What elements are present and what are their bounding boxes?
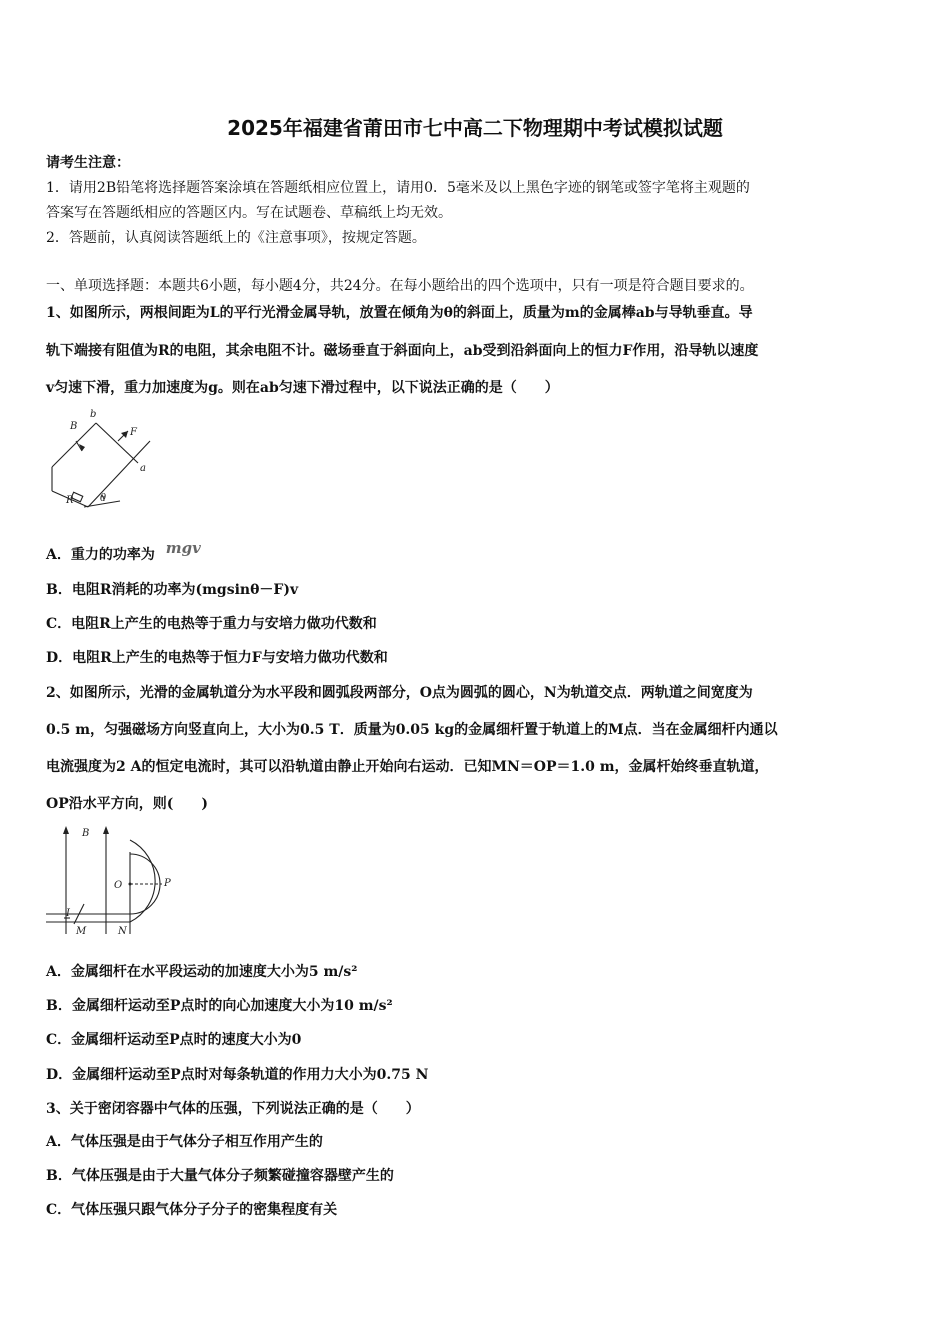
arc-track-diagram	[44, 822, 194, 942]
q3-option-a: A．气体压强是由于气体分子相互作用产生的	[46, 1134, 323, 1150]
q1-stem-line-2: 轨下端接有阻值为R的电阻，其余电阻不计。磁场垂直于斜面向上，ab受到沿斜面向上的恒力F作用，沿导轨以速度	[46, 343, 759, 359]
q1-option-c: C．电阻R上产生的电热等于重力与安培力做功代数和	[46, 616, 377, 632]
q2-option-c: C．金属细杆运动至P点时的速度大小为0	[46, 1032, 302, 1048]
q1-stem-line-3: v匀速下滑，重力加速度为g。则在ab匀速下滑过程中，以下说法正确的是（ ）	[46, 380, 559, 396]
q2-stem-line-1: 2、如图所示，光滑的金属轨道分为水平段和圆弧段两部分，O点为圆弧的圆心，N为轨道交点．两轨道之间宽度为	[46, 685, 753, 701]
inclined-rails-diagram	[46, 405, 166, 513]
q1-figure	[46, 405, 166, 513]
label-b: b	[90, 409, 97, 420]
q2-stem-line-4: OP沿水平方向，则( )	[46, 796, 208, 812]
label-theta: θ	[100, 493, 107, 504]
page-title: 2025年福建省莆田市七中高二下物理期中考试模拟试题	[227, 116, 723, 140]
q1-option-a-text: A．重力的功率为	[46, 547, 155, 563]
label-F: F	[130, 427, 137, 438]
q2-option-b: B．金属细杆运动至P点时的向心加速度大小为10 m/s²	[46, 998, 393, 1014]
lower-rail	[88, 441, 150, 507]
label-B: B	[70, 421, 78, 432]
notice-item-2: 2．答题前，认真阅读答题纸上的《注意事项》，按规定答题。	[46, 230, 426, 246]
notice-heading: 请考生注意：	[46, 155, 130, 171]
q1-option-d: D．电阻R上产生的电热等于恒力F与安培力做功代数和	[46, 650, 388, 666]
notice-item-1-line-2: 答案写在答题纸相应的答题区内。写在试题卷、草稿纸上均无效。	[46, 205, 452, 221]
label-a: a	[140, 463, 146, 474]
q2-stem-line-2: 0.5 m，匀强磁场方向竖直向上，大小为0.5 T．质量为0.05 kg的金属细杆置于轨道上的M点．当在金属细杆内通以	[46, 722, 778, 738]
label-M: M	[76, 926, 87, 937]
q2-stem-line-3: 电流强度为2 A的恒定电流时，其可以沿轨道由静止开始向右运动．已知MN＝OP＝1.0 m，金属杆始终垂直轨道，	[46, 759, 769, 775]
arc-track-outer	[130, 840, 155, 922]
label-O: O	[114, 880, 123, 891]
label-P: P	[164, 878, 171, 889]
q1-option-b: B．电阻R消耗的功率为(mgsinθ－F)v	[46, 582, 299, 598]
notice-item-1-line-1: 1．请用2B铅笔将选择题答案涂填在答题纸相应位置上，请用0．5毫米及以上黑色字迹的钢笔或签字笔将主观题的	[46, 180, 750, 196]
label-R: R	[66, 495, 74, 506]
q3-option-c: C．气体压强只跟气体分子分子的密集程度有关	[46, 1202, 338, 1218]
q1-stem-line-1: 1、如图所示，两根间距为L的平行光滑金属导轨，放置在倾角为θ的斜面上，质量为m的金属棒ab与导轨垂直。导	[46, 305, 753, 321]
label-I: I	[66, 908, 70, 919]
label-B2: B	[82, 828, 90, 839]
q1-option-a-formula: mgv	[165, 539, 201, 557]
q2-option-d: D．金属细杆运动至P点时对每条轨道的作用力大小为0.75 N	[46, 1067, 429, 1083]
b-arrow-icon-1	[63, 826, 69, 834]
section-1-heading: 一、单项选择题：本题共6小题，每小题4分，共24分。在每小题给出的四个选项中，只有一项是符合题目要求的。	[46, 278, 754, 294]
q3-stem: 3、关于密闭容器中气体的压强，下列说法正确的是（ ）	[46, 1101, 420, 1117]
label-N: N	[118, 926, 127, 937]
q2-figure	[44, 822, 194, 942]
q3-option-b: B．气体压强是由于大量气体分子频繁碰撞容器壁产生的	[46, 1168, 394, 1184]
q1-option-a	[46, 539, 201, 564]
q2-option-a: A．金属细杆在水平段运动的加速度大小为5 m/s²	[46, 964, 358, 980]
b-arrow-icon-2	[103, 826, 109, 834]
